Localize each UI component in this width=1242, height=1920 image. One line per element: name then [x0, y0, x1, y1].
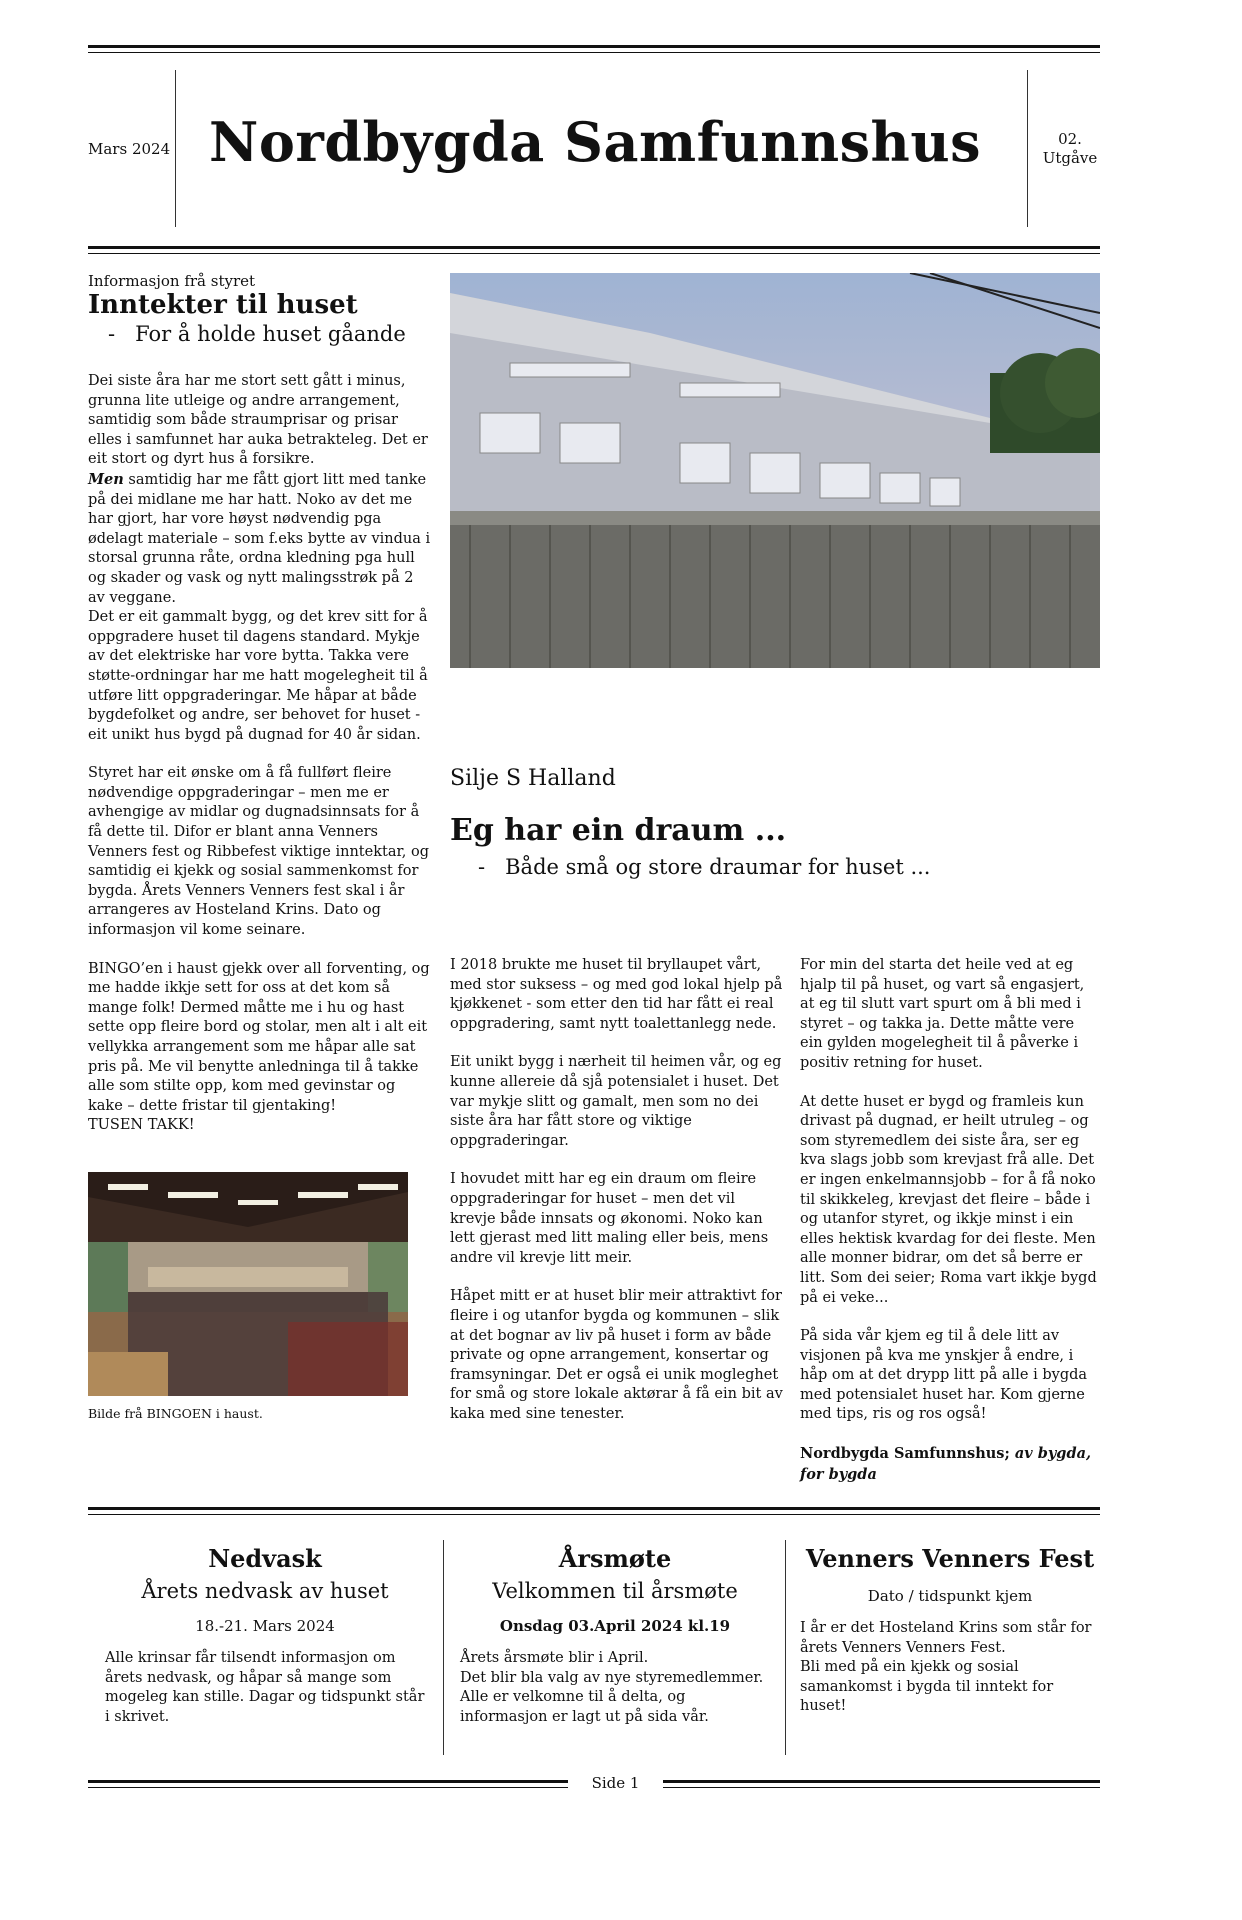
emphasis-word: Men	[88, 470, 124, 488]
issue-number-label: Utgåve	[1042, 149, 1098, 167]
box-text: Alle krinsar får tilsendt informasjon om årets nedvask, og håpar så mange som mogeleg kan stille. Dagar og tidspunkt står i skrivet.	[105, 1650, 425, 1725]
article-subheadline: - For å holde huset gåande	[108, 322, 406, 346]
article-kicker: Informasjon frå styret	[88, 272, 256, 290]
page-number: Side 1	[591, 1774, 640, 1792]
box-title: Venners Venners Fest	[805, 1544, 1095, 1573]
newspaper-title: Nordbygda Samfunnshus	[209, 110, 981, 174]
community-house-image	[450, 273, 1100, 668]
right-headline: Eg har ein draum ...	[450, 813, 787, 848]
masthead-divider-left	[175, 70, 176, 227]
right-subheadline: - Både små og store draumar for huset ...	[478, 855, 931, 879]
issue-number	[1040, 130, 1100, 168]
top-rule	[88, 45, 1100, 48]
paragraph: Håpet mitt er at huset blir meir attraktivt for fleire i og utanfor bygda og kommunen – slik at det bognar av liv på huset i form av både private og opne arrangement, konsertar og framsyningar. Det er også ei unik mogleghet for små og store lokale aktørar å få ein bit av kaka med sine tenester.	[450, 1288, 783, 1422]
signature-name: Nordbygda Samfunnshus;	[800, 1445, 1010, 1463]
article-body	[88, 372, 433, 1136]
photo-caption: Bilde frå BINGOEN i haust.	[88, 1406, 263, 1421]
box-date: Dato / tidspunkt kjem	[867, 1587, 1033, 1605]
article-headline: Inntekter til huset	[88, 290, 358, 320]
paragraph: At dette huset er bygd og framleis kun drivast på dugnad, er heilt utruleg – og som styremedlem dei siste åra, ser eg kva slags jobb som krevjast frå alle. Det er ingen enkelmannsjobb – for å få noko til skikkeleg, krevjast det fleire – både i og utanfor styret, og ikkje minst i ein elles hektisk kvardag for dei fleste. Men alle monner bidrar, om det så berre er litt. Som dei seier; Roma vart ikkje bygd på ei veke...	[800, 1093, 1097, 1306]
box-subtitle: Velkommen til årsmøte	[492, 1579, 738, 1603]
boxes-top-rule	[88, 1507, 1100, 1510]
footer-rule-left	[88, 1780, 568, 1783]
paragraph-text: samtidig har me fått gjort litt med tanke på dei midlane me har hatt. Noko av det me har gjort, har vore høyst nødvendig pga ødelagt materiale – som f.eks bytte av vindua i storsal grunna råte, ordna kledning pga hull og skader og vask og nytt malingsstrøk på 2 av veggane.	[88, 471, 431, 606]
box-arsmote	[460, 1545, 770, 1727]
paragraph: TUSEN TAKK!	[88, 1117, 195, 1134]
building-photo	[450, 273, 1100, 668]
box-divider-2	[785, 1540, 786, 1755]
box-date: 18.-21. Mars 2024	[195, 1617, 335, 1635]
paragraph: Dei siste åra har me stort sett gått i minus, grunna lite utleige og andre arrangement, samtidig som både straumprisar og prisar elles i samfunnet har auka betrakteleg. Det er eit stort og dyrt hus å forsikre.	[88, 373, 428, 468]
masthead-bottom-rule	[88, 246, 1100, 249]
paragraph: Styret har eit ønske om å få fullført fleire nødvendige oppgraderingar – men me er avhengige av midlar og dugnadsinnsats for å få dette til. Difor er blant anna Venners Venners fest og Ribbefest viktige inntektar, og samtidig ei kjekk og sosial sammenkomst for bygda. Årets Venners Venners fest skal i år arrangeres av Hosteland Krins. Dato og informasjon vil kome seinare.	[88, 765, 430, 939]
signature-tagline: av bygda, for bygda	[800, 1445, 1092, 1483]
footer-rule-right	[663, 1780, 1100, 1783]
box-date: Onsdag 03.April 2024 kl.19	[499, 1617, 731, 1635]
box-title: Årsmøte	[558, 1544, 672, 1573]
byline: Silje S Halland	[450, 766, 616, 791]
bingo-hall-image	[88, 1172, 408, 1396]
bingo-photo	[88, 1172, 408, 1396]
issue-date: Mars 2024	[88, 140, 171, 158]
paragraph: Eit unikt bygg i nærheit til heimen vår, og eg kunne allereie då sjå potensialet i huset. Det var mykje slitt og gamalt, men som no dei siste åra har fått store og viktige oppgraderingar.	[450, 1054, 782, 1149]
box-divider-1	[443, 1540, 444, 1755]
right-article-column-1	[450, 956, 785, 1424]
paragraph: På sida vår kjem eg til å dele litt av visjonen på kva me ynskjer å endre, i håp om at det drypp litt på alle i bygda med potensialet huset har. Kom gjerne med tips, ris og ros også!	[800, 1328, 1088, 1423]
box-title: Nedvask	[208, 1544, 322, 1573]
paragraph: I 2018 brukte me huset til bryllaupet vårt, med stor suksess – og med god lokal hjelp på kjøkkenet - som etter den tid har fått ei real oppgradering, samt nytt toalettanlegg nede.	[450, 957, 783, 1032]
box-nedvask	[105, 1545, 425, 1727]
paragraph: BINGO’en i haust gjekk over all forventing, og me hadde ikkje sett for oss at det kom så mange folk! Dermed måtte me i hu og hast sette opp fleire bord og stolar, men alt i alt eit vellykka arrangement som me håpar alle sat pris på. Me vil benytte anledninga til å takke alle som stilte opp, kom med gevinstar og kake – dette fristar til gjentaking!	[88, 960, 430, 1114]
masthead-divider-right	[1027, 70, 1028, 227]
paragraph: For min del starta det heile ved at eg hjalp til på huset, og vart så engasjert, at eg til slutt vart spurt om å bli med i styret – og takka ja. Dette måtte vere ein gylden mogelegheit til å påverke i positiv retning for huset.	[800, 957, 1085, 1071]
box-venners-fest	[800, 1545, 1100, 1717]
signature	[800, 1444, 1100, 1485]
paragraph: I hovudet mitt har eg ein draum om fleire oppgraderingar for huset – men det vil krevje både innsats og økonomi. Noko kan lett gjerast med litt maling eller beis, mens andre vil krevje litt meir.	[450, 1171, 769, 1266]
left-article	[88, 272, 433, 1136]
right-article-column-2	[800, 956, 1100, 1485]
box-subtitle: Årets nedvask av huset	[141, 1579, 389, 1603]
paragraph: Det er eit gammalt bygg, og det krev sitt for å oppgradere huset til dagens standard. Mykje av det elektriske har vore bytta. Takka vere støtte-ordningar har me hatt mogelegheit til å utføre litt oppgraderingar. Me håpar at både bygdefolket og andre, ser behovet for huset - eit unikt hus bygd på dugnad for 40 år sidan.	[88, 609, 428, 743]
paragraph	[88, 470, 433, 608]
box-text: I år er det Hosteland Krins som står for årets Venners Venners Fest. Bli med på ein kjekk og sosial samankomst i bygda til inntekt for huset!	[800, 1620, 1092, 1715]
issue-number-value: 02.	[1058, 130, 1082, 148]
box-text: Årets årsmøte blir i April. Det blir bla valg av nye styremedlemmer. Alle er velkomne til å delta, og informasjon er lagt ut på sida vår.	[460, 1650, 764, 1725]
